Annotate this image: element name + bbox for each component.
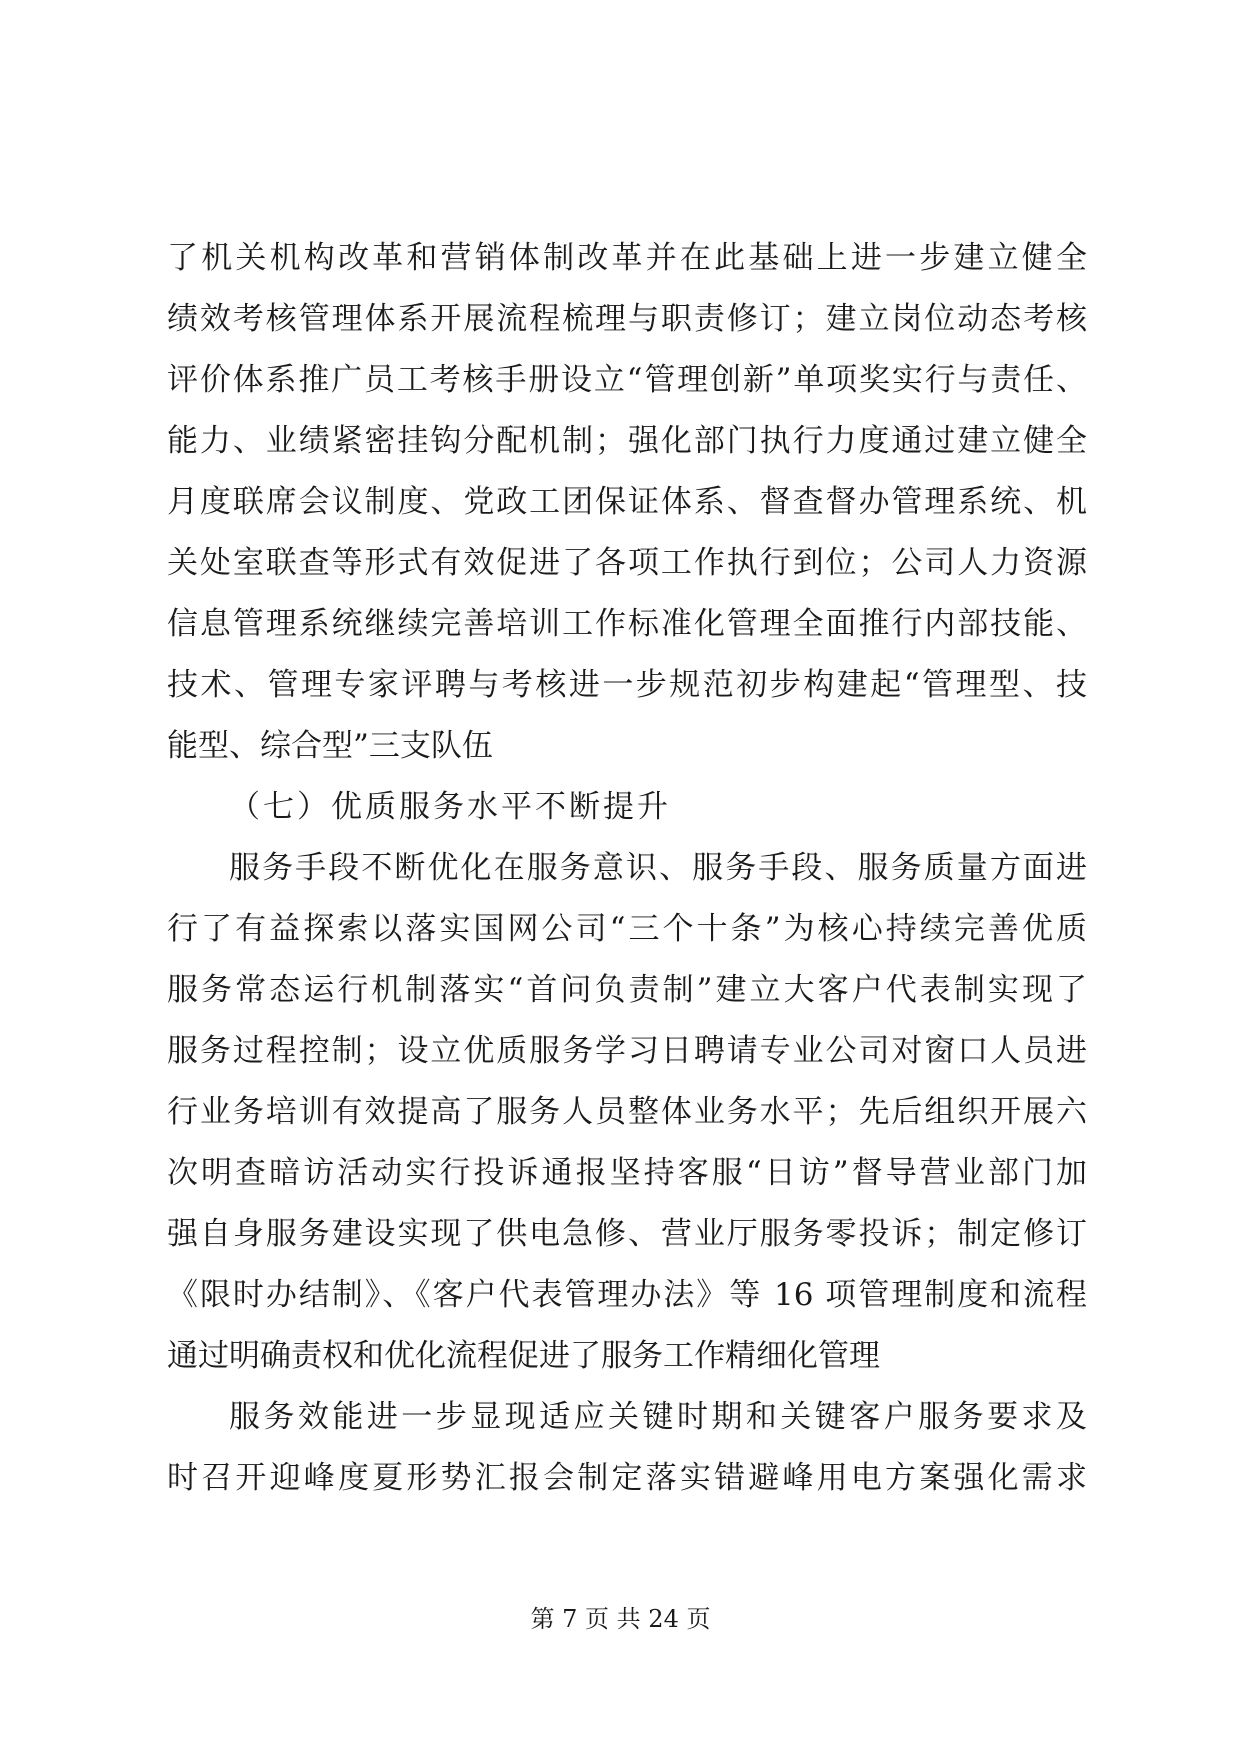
text-line: 次明查暗访活动实行投诉通报坚持客服“日访”督导营业部门加 <box>167 1155 1087 1191</box>
text-line: 能力、业绩紧密挂钩分配机制；强化部门执行力度通过建立健全 <box>167 423 1087 459</box>
text-line: 服务常态运行机制落实“首问负责制”建立大客户代表制实现了 <box>167 972 1087 1008</box>
text-line: 通过明确责权和优化流程促进了服务工作精细化管理 <box>167 1338 880 1374</box>
paragraph <box>167 838 1087 1387</box>
text-line: 信息管理系统继续完善培训工作标准化管理全面推行内部技能、 <box>167 606 1087 642</box>
paragraph-continued <box>167 228 1087 777</box>
text-line: 行业务培训有效提高了服务人员整体业务水平；先后组织开展六 <box>167 1094 1087 1130</box>
text-line: 月度联席会议制度、党政工团保证体系、督查督办管理系统、机 <box>167 484 1087 520</box>
text-line: 行了有益探索以落实国网公司“三个十条”为核心持续完善优质 <box>167 911 1087 947</box>
text-line: 服务效能进一步显现适应关键时期和关键客户服务要求及 <box>229 1399 1087 1435</box>
text-line: 服务过程控制；设立优质服务学习日聘请专业公司对窗口人员进 <box>167 1033 1087 1069</box>
text-line: 能型、综合型”三支队伍 <box>167 728 493 764</box>
document-body <box>167 228 1087 1509</box>
text-line: 服务手段不断优化在服务意识、服务手段、服务质量方面进 <box>229 850 1087 886</box>
text-line: 《限时办结制》、《客户代表管理办法》等 16 项管理制度和流程 <box>167 1277 1087 1313</box>
page-number-footer: 第 7 页 共 24 页 <box>530 1605 711 1633</box>
text-line: 时召开迎峰度夏形势汇报会制定落实错避峰用电方案强化需求 <box>167 1460 1087 1496</box>
text-line: 技术、管理专家评聘与考核进一步规范初步构建起“管理型、技 <box>167 667 1087 703</box>
text-line: 了机关机构改革和营销体制改革并在此基础上进一步建立健全 <box>167 240 1087 276</box>
text-line: 评价体系推广员工考核手册设立“管理创新”单项奖实行与责任、 <box>167 362 1087 398</box>
section-heading <box>167 777 1087 838</box>
paragraph <box>167 1387 1087 1509</box>
text-line: 关处室联查等形式有效促进了各项工作执行到位；公司人力资源 <box>167 545 1087 581</box>
section-heading-text: （七）优质服务水平不断提升 <box>229 789 671 825</box>
text-line: 强自身服务建设实现了供电急修、营业厅服务零投诉；制定修订 <box>167 1216 1087 1252</box>
text-line: 绩效考核管理体系开展流程梳理与职责修订；建立岗位动态考核 <box>167 301 1087 337</box>
